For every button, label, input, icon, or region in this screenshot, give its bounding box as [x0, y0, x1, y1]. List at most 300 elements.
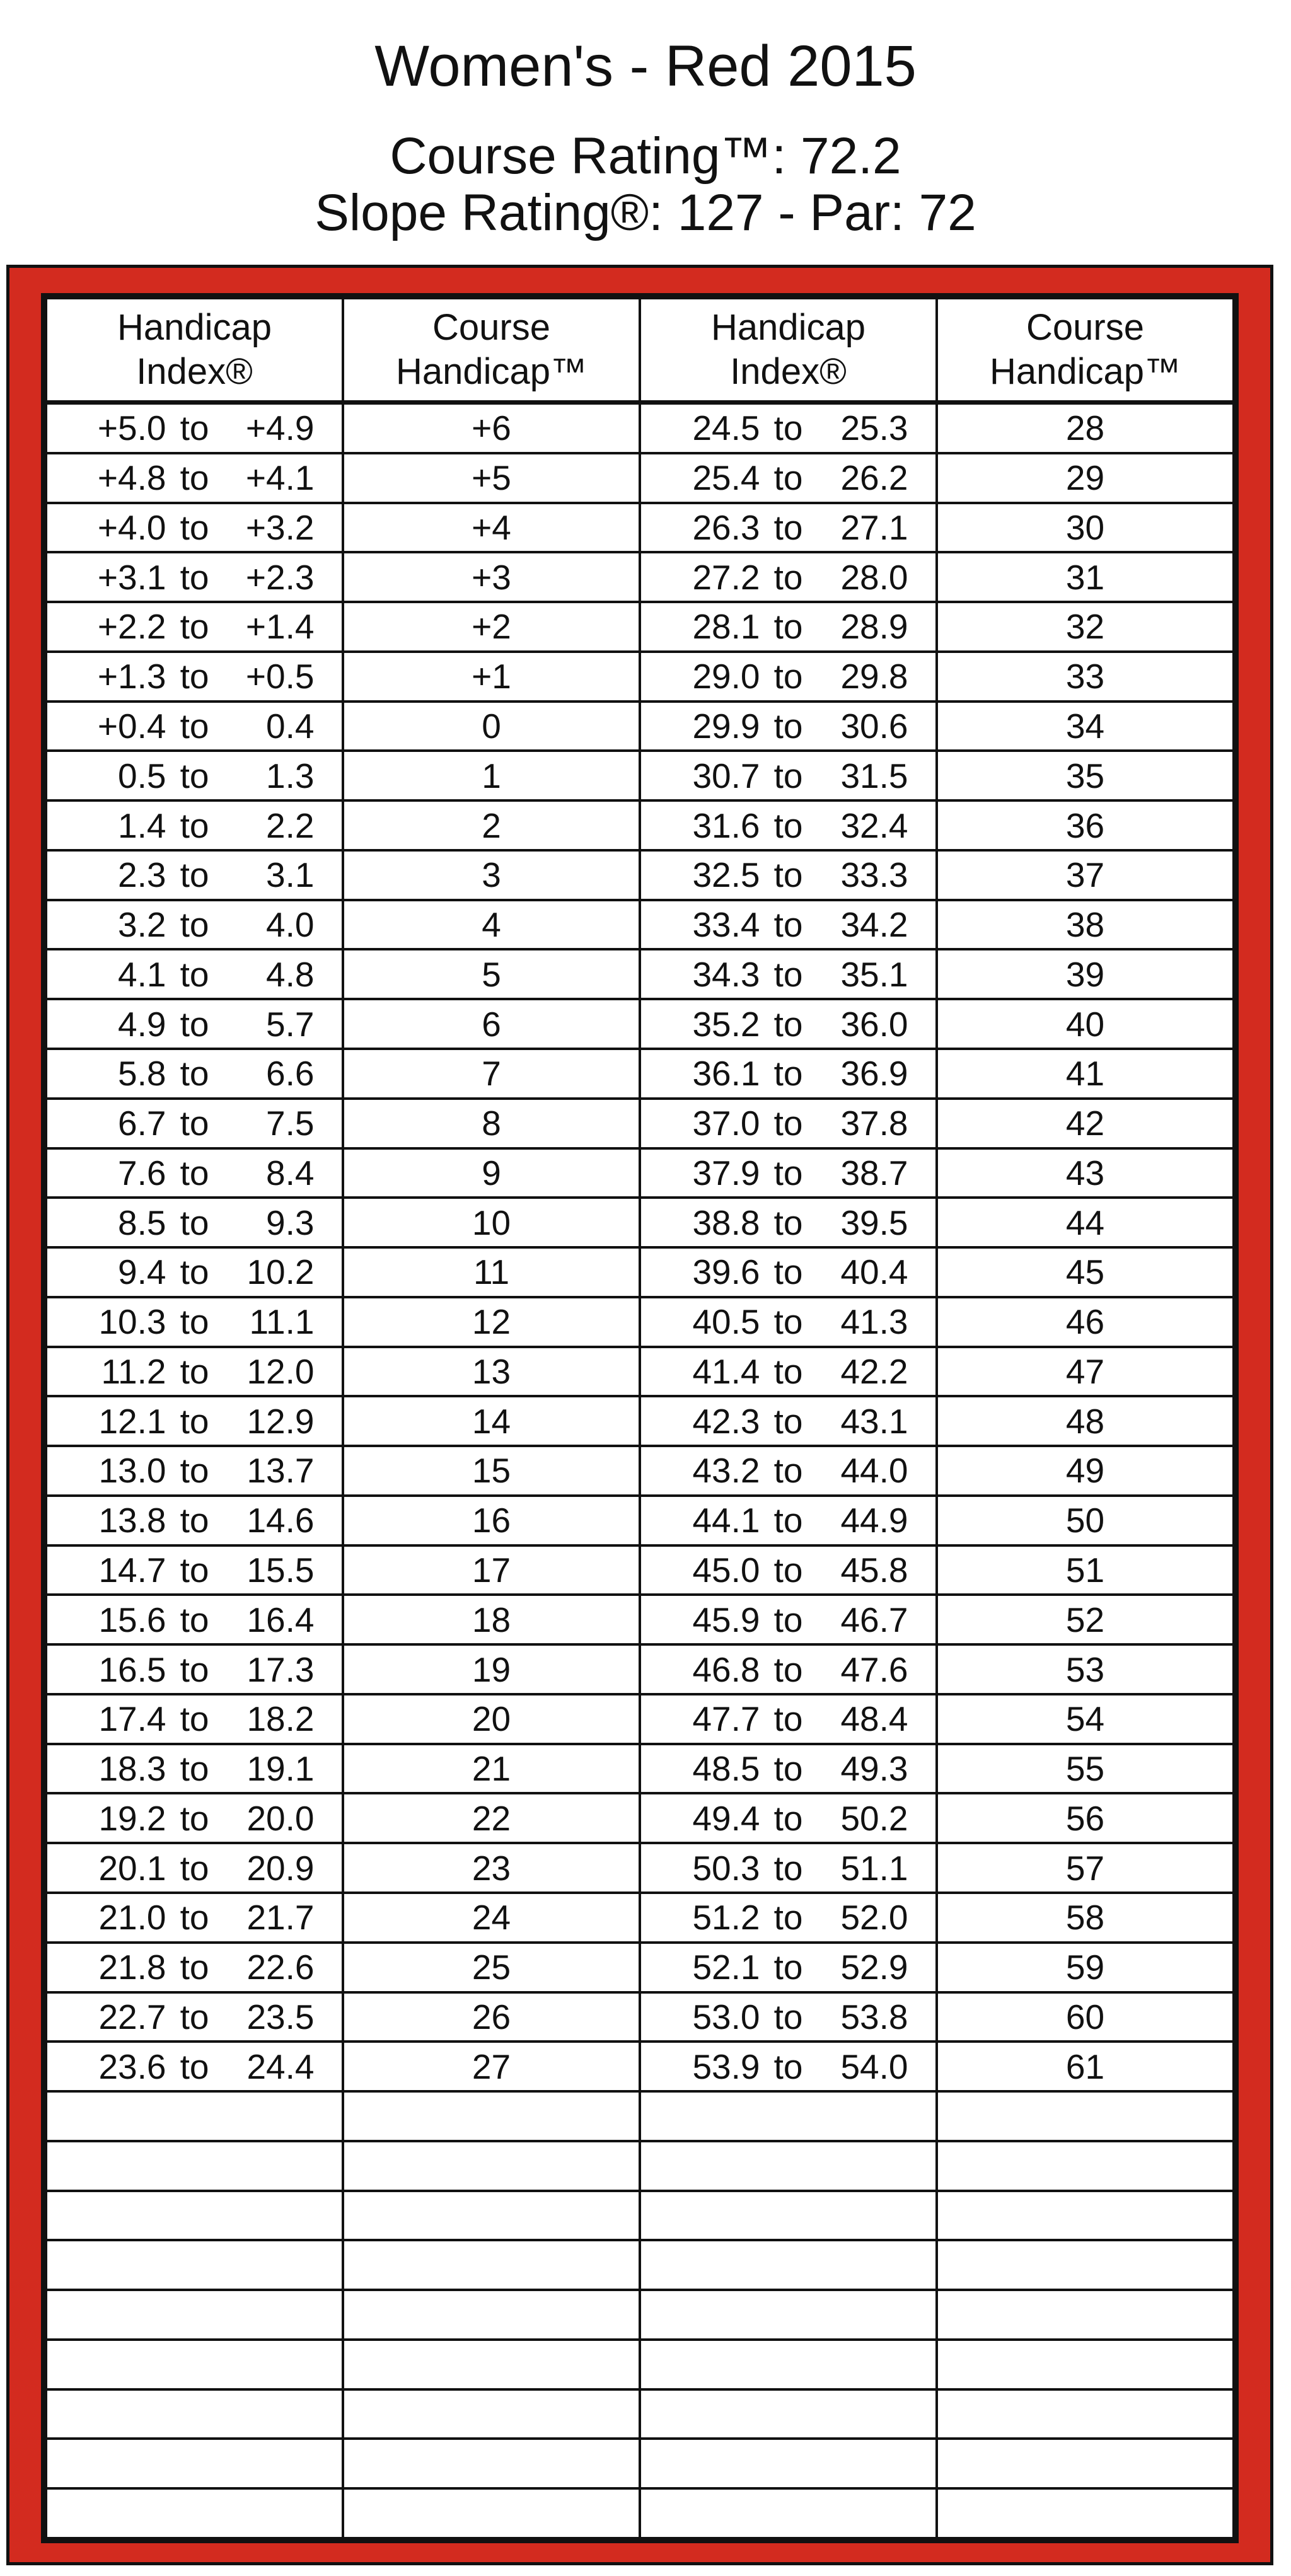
range-high: 26.2 [840, 458, 908, 498]
range-low: 50.3 [692, 1848, 760, 1888]
index-range [663, 1700, 915, 1738]
range-low: 49.4 [692, 1798, 760, 1838]
index-range [663, 1054, 915, 1092]
course-handicap-left: 17 [343, 1545, 640, 1595]
range-to-word: to [180, 557, 209, 597]
range-high: 52.9 [840, 1948, 908, 1987]
index-range [663, 1204, 915, 1242]
index-range [69, 1750, 321, 1788]
handicap-index-range-right [640, 2042, 937, 2091]
empty-cell [937, 2141, 1234, 2191]
range-high: 6.6 [266, 1054, 315, 1094]
handicap-index-range-right [640, 453, 937, 503]
handicap-index-range-left [46, 1297, 343, 1347]
range-high: 44.0 [840, 1451, 908, 1491]
course-handicap-right: 38 [937, 900, 1234, 950]
handicap-table-container [41, 293, 1239, 2543]
range-low: 45.9 [692, 1600, 760, 1639]
table-row [46, 552, 1234, 602]
handicap-index-range-right [640, 1297, 937, 1347]
table-row [46, 1049, 1234, 1099]
empty-cell [46, 2488, 343, 2538]
handicap-index-range-left [46, 1496, 343, 1545]
handicap-index-range-left [46, 1247, 343, 1297]
range-high: 41.3 [840, 1302, 908, 1342]
index-range [663, 906, 915, 944]
range-high: 48.4 [840, 1699, 908, 1739]
range-to-word: to [773, 1153, 803, 1193]
range-low: 21.8 [98, 1948, 166, 1987]
range-to-word: to [773, 954, 803, 994]
range-low: 4.9 [118, 1004, 166, 1044]
course-handicap-left: 18 [343, 1595, 640, 1644]
index-range [69, 1601, 321, 1639]
index-range [69, 1054, 321, 1092]
handicap-index-range-right [640, 1992, 937, 2042]
empty-cell [640, 2290, 937, 2340]
handicap-index-range-left [46, 1943, 343, 1992]
handicap-index-range-right [640, 1396, 937, 1446]
course-handicap-left: 15 [343, 1446, 640, 1496]
handicap-index-range-right [640, 949, 937, 999]
table-row [46, 1943, 1234, 1992]
index-range [69, 409, 321, 447]
table-row [46, 1893, 1234, 1943]
range-to-word: to [180, 1848, 209, 1888]
range-to-word: to [773, 806, 803, 845]
range-low: 51.2 [692, 1898, 760, 1938]
range-low: 13.8 [98, 1501, 166, 1540]
range-low: 15.6 [98, 1600, 166, 1639]
empty-cell [46, 2141, 343, 2191]
range-to-word: to [180, 1948, 209, 1987]
table-row [46, 1347, 1234, 1397]
table-row [46, 1297, 1234, 1347]
range-to-word: to [180, 1501, 209, 1540]
index-range [663, 1998, 915, 2036]
range-to-word: to [773, 1004, 803, 1044]
course-handicap-left: 19 [343, 1644, 640, 1694]
range-to-word: to [773, 408, 803, 448]
range-low: 53.9 [692, 2047, 760, 2086]
index-range [69, 459, 321, 497]
range-to-word: to [180, 458, 209, 498]
course-handicap-right: 54 [937, 1694, 1234, 1744]
handicap-index-range-left [46, 503, 343, 553]
range-to-word: to [773, 1997, 803, 2036]
range-low: 7.6 [118, 1153, 166, 1193]
course-handicap-right: 28 [937, 403, 1234, 453]
course-handicap-left: 24 [343, 1893, 640, 1943]
range-to-word: to [180, 1401, 209, 1441]
range-high: 54.0 [840, 2047, 908, 2086]
course-handicap-left: +3 [343, 552, 640, 602]
range-low: 28.1 [692, 607, 760, 647]
handicap-index-range-right [640, 800, 937, 850]
range-low: 25.4 [692, 458, 760, 498]
index-range [663, 1750, 915, 1788]
course-handicap-left: 8 [343, 1099, 640, 1148]
empty-table-row [46, 2091, 1234, 2141]
course-handicap-left: 16 [343, 1496, 640, 1545]
range-to-word: to [773, 1699, 803, 1739]
handicap-index-range-left [46, 1694, 343, 1744]
empty-cell [343, 2240, 640, 2290]
course-handicap-left: 26 [343, 1992, 640, 2042]
handicap-index-range-left [46, 602, 343, 652]
index-range [69, 1898, 321, 1936]
range-low: 29.0 [692, 657, 760, 696]
header-course-handicap-left [343, 298, 640, 403]
handicap-index-range-left [46, 403, 343, 453]
table-row [46, 1793, 1234, 1843]
handicap-index-range-right [640, 1198, 937, 1247]
index-range [663, 1353, 915, 1390]
handicap-index-range-right [640, 702, 937, 751]
table-row [46, 1496, 1234, 1545]
course-rating-line: Course Rating™: 72.2 [390, 127, 901, 185]
range-high: 17.3 [246, 1649, 315, 1689]
index-range [69, 2048, 321, 2086]
range-high: 2.2 [266, 806, 315, 845]
range-to-word: to [180, 607, 209, 647]
index-range [69, 509, 321, 546]
empty-table-row [46, 2290, 1234, 2340]
course-handicap-left: 22 [343, 1793, 640, 1843]
range-to-word: to [773, 1749, 803, 1789]
range-low: 37.9 [692, 1153, 760, 1193]
empty-table-row [46, 2340, 1234, 2389]
empty-cell [46, 2439, 343, 2488]
handicap-index-range-left [46, 1843, 343, 1893]
range-low: 47.7 [692, 1699, 760, 1739]
range-low: 35.2 [692, 1004, 760, 1044]
range-high: 47.6 [840, 1649, 908, 1689]
range-high: 36.0 [840, 1004, 908, 1044]
index-range [69, 1253, 321, 1291]
index-range [69, 757, 321, 795]
handicap-index-range-right [640, 1793, 937, 1843]
course-handicap-right: 36 [937, 800, 1234, 850]
range-low: 11.2 [101, 1351, 166, 1391]
range-low: 6.7 [118, 1104, 166, 1143]
range-high: 53.8 [840, 1997, 908, 2036]
index-range [69, 1998, 321, 2036]
range-low: 18.3 [98, 1749, 166, 1789]
range-low: 9.4 [118, 1252, 166, 1292]
index-range [663, 1253, 915, 1291]
handicap-index-range-left [46, 1992, 343, 2042]
handicap-conversion-table [45, 297, 1235, 2539]
range-high: +1.4 [245, 607, 315, 647]
empty-cell [46, 2389, 343, 2439]
index-range [663, 558, 915, 596]
course-handicap-left: 13 [343, 1347, 640, 1397]
course-handicap-left: 2 [343, 800, 640, 850]
range-low: 34.3 [692, 954, 760, 994]
course-handicap-left: 7 [343, 1049, 640, 1099]
empty-cell [640, 2141, 937, 2191]
range-to-word: to [180, 806, 209, 845]
index-range [69, 1651, 321, 1689]
table-row [46, 999, 1234, 1049]
handicap-index-range-left [46, 453, 343, 503]
handicap-index-range-right [640, 1943, 937, 1992]
index-range [69, 558, 321, 596]
index-range [663, 2048, 915, 2086]
range-low: 0.5 [118, 756, 166, 795]
handicap-index-range-left [46, 1744, 343, 1794]
header-line-1: Handicap [710, 307, 866, 348]
range-low: 42.3 [692, 1401, 760, 1441]
table-body [46, 403, 1234, 2539]
index-range [663, 1501, 915, 1539]
range-to-word: to [773, 1451, 803, 1491]
handicap-index-range-right [640, 1099, 937, 1148]
course-handicap-right: 39 [937, 949, 1234, 999]
range-high: 10.2 [246, 1252, 315, 1292]
range-high: 11.1 [249, 1302, 315, 1342]
range-low: +4.8 [97, 458, 166, 498]
course-handicap-right: 61 [937, 2042, 1234, 2091]
handicap-index-range-left [46, 850, 343, 900]
index-range [69, 657, 321, 695]
course-handicap-right: 57 [937, 1843, 1234, 1893]
empty-table-row [46, 2191, 1234, 2241]
range-low: 10.3 [98, 1302, 166, 1342]
index-range [69, 956, 321, 993]
range-to-word: to [180, 855, 209, 895]
handicap-index-range-left [46, 1446, 343, 1496]
range-to-word: to [773, 1054, 803, 1094]
index-range [69, 1799, 321, 1837]
range-low: 4.1 [118, 954, 166, 994]
empty-cell [937, 2340, 1234, 2389]
range-to-word: to [180, 1649, 209, 1689]
range-low: +4.0 [97, 507, 166, 547]
table-row [46, 1992, 1234, 2042]
course-handicap-left: 25 [343, 1943, 640, 1992]
range-high: 20.0 [246, 1798, 315, 1838]
range-high: 44.9 [840, 1501, 908, 1540]
index-range [663, 757, 915, 795]
range-low: 16.5 [98, 1649, 166, 1689]
range-low: 27.2 [692, 557, 760, 597]
range-high: 31.5 [840, 756, 908, 795]
course-handicap-right: 51 [937, 1545, 1234, 1595]
empty-cell [46, 2191, 343, 2241]
handicap-index-range-right [640, 1843, 937, 1893]
index-range [663, 1104, 915, 1142]
range-low: 41.4 [692, 1351, 760, 1391]
course-handicap-right: 30 [937, 503, 1234, 553]
handicap-index-range-right [640, 552, 937, 602]
course-handicap-right: 47 [937, 1347, 1234, 1397]
course-handicap-left: 3 [343, 850, 640, 900]
range-low: +2.2 [97, 607, 166, 647]
range-to-word: to [773, 458, 803, 498]
range-to-word: to [180, 707, 209, 746]
course-handicap-left: 5 [343, 949, 640, 999]
index-range [69, 1551, 321, 1589]
table-row [46, 1247, 1234, 1297]
course-handicap-right: 56 [937, 1793, 1234, 1843]
course-handicap-left: 0 [343, 702, 640, 751]
range-to-word: to [773, 1649, 803, 1689]
range-low: 33.4 [692, 905, 760, 945]
index-range [69, 1849, 321, 1887]
range-to-word: to [773, 1501, 803, 1540]
course-handicap-left: 21 [343, 1744, 640, 1794]
handicap-index-range-left [46, 1793, 343, 1843]
handicap-index-range-left [46, 1595, 343, 1644]
range-low: 48.5 [692, 1749, 760, 1789]
course-handicap-left: +6 [343, 403, 640, 453]
course-handicap-left: 23 [343, 1843, 640, 1893]
range-high: +2.3 [245, 557, 315, 597]
empty-cell [640, 2240, 937, 2290]
table-row [46, 1595, 1234, 1644]
range-high: 3.1 [266, 855, 315, 895]
header-line-1: Course [1026, 307, 1144, 348]
range-low: 1.4 [118, 806, 166, 845]
range-to-word: to [773, 707, 803, 746]
course-handicap-left: +2 [343, 602, 640, 652]
handicap-index-range-right [640, 1744, 937, 1794]
handicap-index-range-right [640, 1496, 937, 1545]
index-range [663, 956, 915, 993]
range-low: 43.2 [692, 1451, 760, 1491]
table-row [46, 949, 1234, 999]
range-high: 22.6 [246, 1948, 315, 1987]
handicap-index-range-right [640, 1595, 937, 1644]
range-high: 34.2 [840, 905, 908, 945]
slope-par-line: Slope Rating®: 127 - Par: 72 [315, 184, 976, 241]
empty-cell [343, 2439, 640, 2488]
course-handicap-left: 11 [343, 1247, 640, 1297]
handicap-index-range-right [640, 1148, 937, 1198]
index-range [663, 1303, 915, 1341]
index-range [69, 807, 321, 845]
index-range [663, 1402, 915, 1440]
header-course-handicap-right [937, 298, 1234, 403]
range-high: 12.0 [246, 1351, 315, 1391]
handicap-index-range-right [640, 503, 937, 553]
index-range [663, 1452, 915, 1489]
range-to-word: to [180, 1551, 209, 1590]
range-to-word: to [773, 1252, 803, 1292]
table-row [46, 1644, 1234, 1694]
table-row [46, 2042, 1234, 2091]
range-high: 28.0 [840, 557, 908, 597]
range-to-word: to [180, 408, 209, 448]
range-to-word: to [180, 1997, 209, 2036]
handicap-index-range-left [46, 949, 343, 999]
handicap-index-range-left [46, 1198, 343, 1247]
empty-cell [640, 2389, 937, 2439]
course-handicap-right: 60 [937, 1992, 1234, 2042]
red-frame [6, 265, 1273, 2565]
range-to-word: to [180, 1302, 209, 1342]
course-handicap-right: 49 [937, 1446, 1234, 1496]
range-low: 21.0 [98, 1898, 166, 1938]
range-high: 27.1 [840, 507, 908, 547]
handicap-index-range-right [640, 1644, 937, 1694]
handicap-index-range-right [640, 652, 937, 702]
table-row [46, 453, 1234, 503]
course-handicap-left: 9 [343, 1148, 640, 1198]
table-row [46, 1446, 1234, 1496]
course-handicap-right: 40 [937, 999, 1234, 1049]
range-low: 17.4 [98, 1699, 166, 1739]
range-low: +5.0 [97, 408, 166, 448]
index-range [69, 1005, 321, 1043]
range-to-word: to [773, 657, 803, 696]
range-high: +0.5 [245, 657, 315, 696]
course-handicap-right: 41 [937, 1049, 1234, 1099]
range-low: 45.0 [692, 1551, 760, 1590]
range-high: 8.4 [266, 1153, 315, 1193]
empty-table-row [46, 2488, 1234, 2538]
course-handicap-right: 50 [937, 1496, 1234, 1545]
empty-cell [937, 2290, 1234, 2340]
index-range [663, 707, 915, 745]
empty-table-row [46, 2389, 1234, 2439]
course-handicap-right: 48 [937, 1396, 1234, 1446]
table-row [46, 1843, 1234, 1893]
range-low: 29.9 [692, 707, 760, 746]
index-range [69, 1700, 321, 1738]
range-to-word: to [180, 954, 209, 994]
range-low: 37.0 [692, 1104, 760, 1143]
course-handicap-left: 27 [343, 2042, 640, 2091]
range-high: 37.8 [840, 1104, 908, 1143]
empty-cell [46, 2340, 343, 2389]
index-range [663, 1898, 915, 1936]
range-low: 14.7 [98, 1551, 166, 1590]
empty-cell [640, 2488, 937, 2538]
range-high: 20.9 [246, 1848, 315, 1888]
index-range [663, 409, 915, 447]
range-high: 51.1 [840, 1848, 908, 1888]
range-to-word: to [180, 507, 209, 547]
handicap-index-range-right [640, 1694, 937, 1744]
range-high: +4.9 [245, 408, 315, 448]
range-high: 29.8 [840, 657, 908, 696]
range-high: 23.5 [246, 1997, 315, 2036]
range-to-word: to [773, 507, 803, 547]
empty-cell [343, 2488, 640, 2538]
range-low: +3.1 [97, 557, 166, 597]
range-low: 24.5 [692, 408, 760, 448]
range-high: 9.3 [266, 1203, 315, 1242]
table-row [46, 1198, 1234, 1247]
range-low: 19.2 [98, 1798, 166, 1838]
range-low: 30.7 [692, 756, 760, 795]
range-to-word: to [180, 905, 209, 945]
range-high: +3.2 [245, 507, 315, 547]
empty-cell [46, 2240, 343, 2290]
course-handicap-right: 34 [937, 702, 1234, 751]
table-row [46, 1099, 1234, 1148]
index-range [69, 856, 321, 894]
header-line-2: Index® [730, 351, 847, 392]
table-row [46, 1148, 1234, 1198]
range-to-word: to [180, 1004, 209, 1044]
handicap-index-range-left [46, 1893, 343, 1943]
empty-cell [937, 2191, 1234, 2241]
range-high: 32.4 [840, 806, 908, 845]
